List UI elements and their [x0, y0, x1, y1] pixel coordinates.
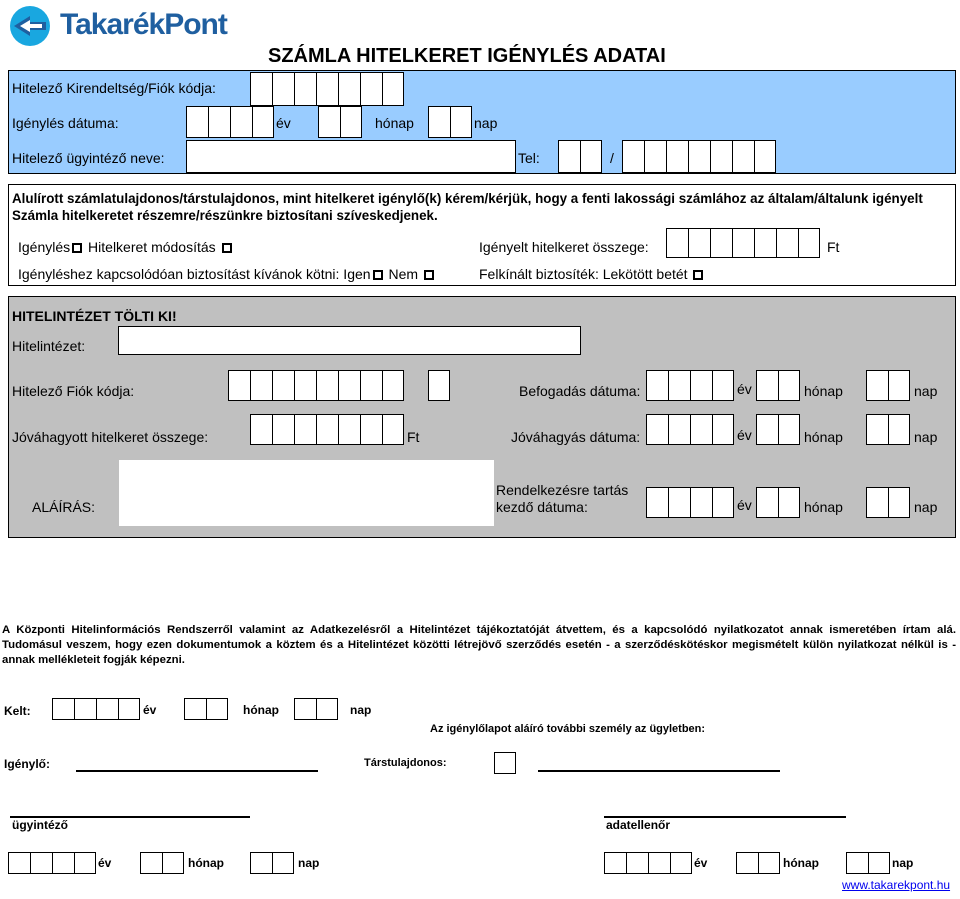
- availability-day-label: nap: [914, 499, 938, 515]
- website-link[interactable]: www.takarekpont.hu: [842, 878, 951, 892]
- request-day-label: nap: [474, 115, 498, 131]
- checker-month-input[interactable]: [736, 852, 780, 874]
- kelt-label: Kelt:: [4, 704, 31, 718]
- approval-day-label: nap: [914, 429, 938, 445]
- checker-day-input[interactable]: [846, 852, 890, 874]
- branch-code-label: Hitelező Kirendeltség/Fiók kódja:: [12, 80, 216, 96]
- page-title: SZÁMLA HITELKERET IGÉNYLÉS ADATAI: [268, 45, 666, 67]
- co-owner-label: Társtulajdonos:: [364, 757, 447, 769]
- igenyles-label: Igénylés: [18, 239, 71, 255]
- applicant-signature-line[interactable]: [76, 770, 318, 772]
- kelt-year-input[interactable]: [52, 698, 140, 720]
- request-year-input[interactable]: [186, 106, 274, 138]
- admin-year-input[interactable]: [8, 852, 96, 874]
- collateral-no-checkbox[interactable]: [424, 270, 434, 280]
- availability-label-1: Rendelkezésre tartás: [496, 482, 629, 498]
- branch-code-input[interactable]: [250, 72, 404, 106]
- institution-input[interactable]: [118, 326, 581, 355]
- approved-amount-ft: Ft: [407, 429, 420, 445]
- received-year-label: év: [737, 381, 752, 397]
- approved-amount-label: Jóváhagyott hitelkeret összege:: [12, 429, 209, 445]
- logo-icon: [6, 4, 54, 48]
- kelt-day-input[interactable]: [294, 698, 338, 720]
- request-intro: Alulírott számlatulajdonos/társtulajdonos, mint hitelkeret igénylő(k) kérem/kérjük, hogy a fenti lakossági számlához az általam/általunk igényelt Számla hitelkeretet részemre/részünkre biztosítani szíveskedjenek.: [12, 191, 923, 223]
- igenyles-checkbox[interactable]: [72, 243, 82, 253]
- received-date-label: Befogadás dátuma:: [519, 383, 641, 399]
- bank-branch-label: Hitelező Fiók kódja:: [12, 383, 135, 399]
- approval-year-input[interactable]: [646, 414, 734, 445]
- collateral-row: [18, 266, 436, 282]
- availability-year-label: év: [737, 497, 752, 513]
- offered-collateral-checkbox[interactable]: [693, 270, 703, 280]
- requested-amount-ft: Ft: [827, 239, 840, 255]
- admin-name-input[interactable]: [186, 140, 516, 173]
- admin-name-label: Hitelező ügyintéző neve:: [12, 150, 165, 166]
- collateral-yes-checkbox[interactable]: [373, 270, 383, 280]
- kelt-month-input[interactable]: [184, 698, 228, 720]
- received-day-input[interactable]: [866, 370, 910, 401]
- collateral-no-label: Nem: [388, 266, 419, 282]
- checker-year-label: év: [694, 856, 708, 870]
- tel-label: Tel:: [518, 150, 540, 166]
- modositas-checkbox[interactable]: [222, 243, 232, 253]
- applicant-label: Igénylő:: [4, 757, 51, 771]
- modositas-label: Hitelkeret módosítás: [88, 239, 216, 255]
- request-month-label: hónap: [375, 115, 414, 131]
- received-year-input[interactable]: [646, 370, 734, 401]
- availability-month-input[interactable]: [756, 487, 800, 518]
- co-owner-checkbox[interactable]: [494, 752, 516, 774]
- collateral-question: Igényléshez kapcsolódóan biztosítást kívánok kötni: Igen: [18, 266, 371, 282]
- other-signer-label: Az igénylőlapot aláíró további személy az ügyletben:: [430, 723, 706, 735]
- admin-day-input[interactable]: [250, 852, 294, 874]
- received-month-label: hónap: [804, 383, 843, 399]
- logo: [6, 4, 266, 48]
- institution-label: Hitelintézet:: [12, 338, 86, 354]
- tel-prefix-input[interactable]: [558, 140, 602, 173]
- offered-collateral: [479, 266, 705, 282]
- requested-amount-label: Igényelt hitelkeret összege:: [479, 239, 649, 255]
- bank-branch-suffix-input[interactable]: [428, 370, 450, 401]
- admin-day-label: nap: [298, 856, 320, 870]
- request-date-label: Igénylés dátuma:: [12, 115, 119, 131]
- availability-month-label: hónap: [804, 499, 843, 515]
- requested-amount-input[interactable]: [666, 228, 820, 258]
- approval-year-label: év: [737, 427, 752, 443]
- checker-month-label: hónap: [783, 856, 819, 870]
- admin-year-label: év: [98, 856, 112, 870]
- kelt-day-label: nap: [350, 703, 372, 717]
- approval-date-label: Jóváhagyás dátuma:: [511, 429, 641, 445]
- offered-collateral-label: Felkínált biztosíték: Lekötött betét: [479, 266, 688, 282]
- checker-day-label: nap: [892, 856, 914, 870]
- availability-label-2: kezdő dátuma:: [496, 499, 588, 515]
- admin-month-input[interactable]: [140, 852, 184, 874]
- checker-label: adatellenőr: [606, 818, 671, 832]
- availability-year-input[interactable]: [646, 487, 734, 518]
- admin-month-label: hónap: [188, 856, 224, 870]
- bank-heading: HITELINTÉZET TÖLTI KI!: [12, 308, 177, 324]
- approval-month-input[interactable]: [756, 414, 800, 445]
- signature-area[interactable]: [119, 460, 494, 526]
- logo-text: TakarékPont: [60, 8, 227, 41]
- request-month-input[interactable]: [318, 106, 362, 138]
- request-type-row: [18, 239, 234, 255]
- signature-label: ALÁÍRÁS:: [32, 499, 96, 515]
- received-day-label: nap: [914, 383, 938, 399]
- kelt-year-label: év: [143, 703, 157, 717]
- co-owner-signature-line[interactable]: [538, 770, 780, 772]
- tel-slash: /: [610, 150, 614, 166]
- bank-branch-input[interactable]: [228, 370, 404, 401]
- request-day-input[interactable]: [428, 106, 472, 138]
- admin-label: ügyintéző: [12, 818, 68, 832]
- approval-day-input[interactable]: [866, 414, 910, 445]
- received-month-input[interactable]: [756, 370, 800, 401]
- kelt-month-label: hónap: [243, 703, 279, 717]
- tel-number-input[interactable]: [622, 140, 776, 173]
- checker-year-input[interactable]: [604, 852, 692, 874]
- availability-day-input[interactable]: [866, 487, 910, 518]
- approved-amount-input[interactable]: [250, 414, 404, 445]
- disclaimer: A Központi Hitelinformációs Rendszerről valamint az Adatkezelésről a Hitelintézet tájékoztatóját átvettem, és a kapcsolódó nyilatkozatot annak ismeretében írtam alá. Tudomásul veszem, hogy ezen dokumentumok a köztem és a Hitelintézet közötti létrejövő szerződés esetén - a szerződéskötéskor megismételt külön nyilatkozat nélkül is - annak mellékleteit fogják képezni.: [2, 624, 956, 666]
- approval-month-label: hónap: [804, 429, 843, 445]
- request-year-label: év: [276, 115, 291, 131]
